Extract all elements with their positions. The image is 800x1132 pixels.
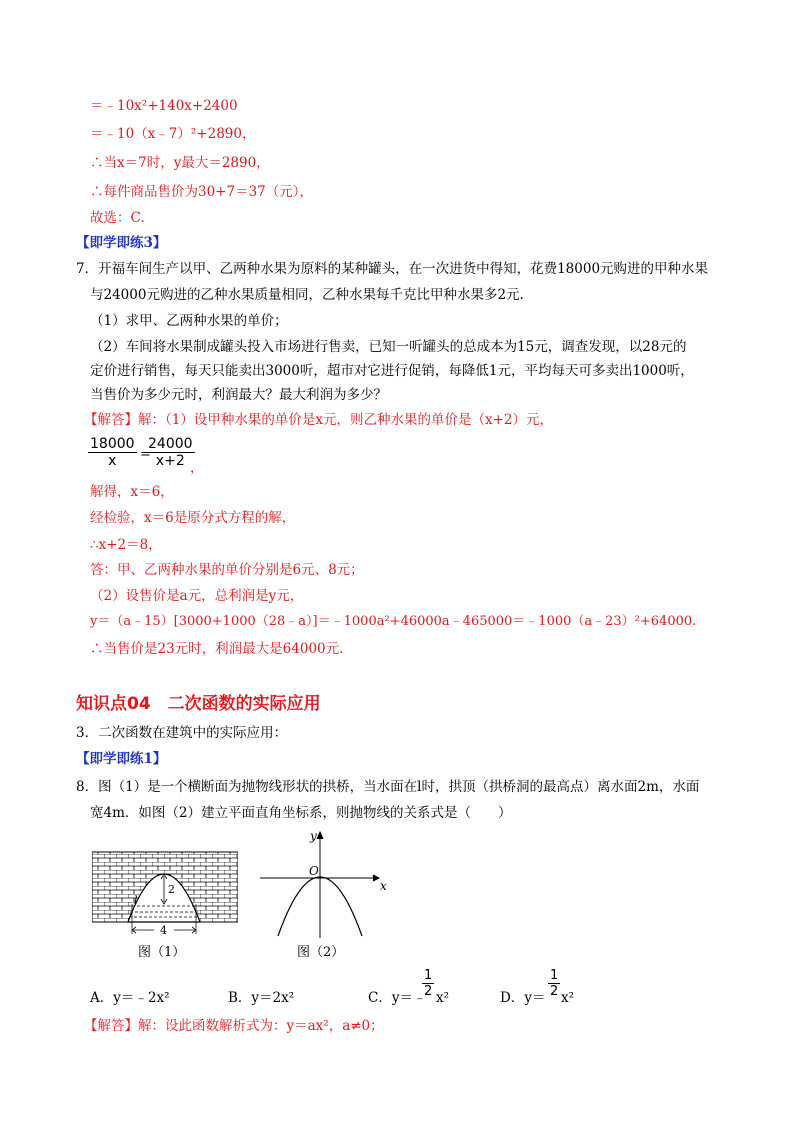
answer-text: 解：（1）设甲种水果的单价是x元，则乙种水果的单价是（x+2）元， [138,412,553,428]
q8-answer-text: 解：设此函数解析式为：y＝ax²，a≠0； [138,1018,384,1034]
prev-solution-line-5: 故选：C. [90,210,145,226]
fraction-right [146,436,195,469]
option-d-prefix: D．y＝ [500,990,546,1006]
option-d [500,988,545,1008]
option-c-suffix: x² [436,990,450,1006]
q7-answer-line [84,410,553,430]
practice-label-1: 【即学即练1】 [76,751,167,767]
answer-tag: 【解答】 [84,412,138,428]
prev-solution-line-4: ∴每件商品售价为30+7＝37（元）， [90,184,314,200]
arch-height-label: 2 [168,883,175,896]
fraction-left [88,436,137,469]
option-d-denominator: 2 [550,984,559,999]
q7-step-3: ∴x+2＝8， [90,537,162,553]
prev-solution-line-1: ＝﹣10x²+140x+2400 [90,98,238,114]
practice-label-3: 【即学即练3】 [76,235,167,251]
option-d-fraction [548,968,560,999]
fraction-left-numerator: 18000 [90,436,135,452]
q7-part-1: （1）求甲、乙两种水果的单价； [90,313,288,329]
q8-answer-line [84,1016,384,1036]
fraction-comma: ， [190,460,204,476]
q7-part-2-line-3: 当售价为多少元时，利润最大？最大利润为多少？ [90,387,387,403]
q8-answer-tag: 【解答】 [84,1018,138,1034]
origin-label: O [309,864,319,878]
q8-stem-line-2: 宽4m．如图（2）建立平面直角坐标系，则抛物线的关系式是（ ） [90,805,512,821]
arch-bridge-figure [92,846,238,938]
q7-stem-line-1: 7．开福车间生产以甲、乙两种水果为原料的某种罐头，在一次进货中得知，花费18000元购进的甲种水果 [76,261,709,277]
q8-stem-line-1: 8．图（1）是一个横断面为抛物线形状的拱桥，当水面在l时，拱顶（拱桥洞的最高点）离水面2m，水面 [76,779,700,795]
option-c-fraction [422,968,434,999]
fraction-right-numerator: 24000 [148,436,193,452]
y-axis-label: y [310,829,317,843]
q7-step-2: 经检验，x＝6是原分式方程的解， [90,510,296,526]
item-3: 3．二次函数在建筑中的实际应用： [76,725,288,741]
figure-1-caption: 图（1） [138,945,186,960]
q7-step-5: （2）设售价是a元，总利润是y元， [90,588,304,604]
figure-2-caption: 图（2） [297,945,345,960]
q7-stem-line-2: 与24000元购进的乙种水果质量相同，乙种水果每千克比甲种水果多2元. [90,287,524,303]
water-line-label: l [134,894,138,907]
option-b: B．y＝2x² [228,990,295,1006]
parabola-axes-figure [258,828,388,940]
fraction-right-denominator: x+2 [155,453,185,469]
equals-sign: = [140,447,151,462]
option-c [368,988,426,1008]
q7-step-6: y＝（a﹣15）[3000+1000（28﹣a）]＝﹣1000a²+46000a﹣465000＝﹣1000（a﹣23）²+64000. [90,614,697,629]
option-d-suffix: x² [561,990,575,1006]
fraction-left-denominator: x [108,453,117,469]
option-c-prefix: C．y＝﹣ [368,990,427,1006]
section-heading: 知识点04 二次函数的实际应用 [76,694,321,714]
prev-solution-line-3: ∴当x＝7时，y最大＝2890， [90,155,270,171]
option-c-numerator: 1 [424,968,433,983]
prev-solution-line-2: ＝﹣10（x﹣7）²+2890， [90,126,256,142]
arch-width-label: 4 [160,924,167,937]
x-axis-label: x [380,879,387,893]
q7-part-2-line-2: 定价进行销售，每天只能卖出3000听，超市对它进行促销，每降低1元，平均每天可多卖出1000听， [90,363,694,379]
q7-part-2-line-1: （2）车间将水果制成罐头投入市场进行售卖，已知一听罐头的总成本为15元，调查发现，以28元的 [90,339,687,355]
q7-step-1: 解得，x＝6， [90,484,174,500]
q7-step-4: 答：甲、乙两种水果的单价分别是6元、8元； [90,562,364,578]
option-d-numerator: 1 [550,968,559,983]
q7-step-7: ∴当售价是23元时，利润最大是64000元. [90,641,344,657]
option-c-denominator: 2 [424,984,433,999]
option-a: A．y＝﹣2x² [90,990,170,1006]
